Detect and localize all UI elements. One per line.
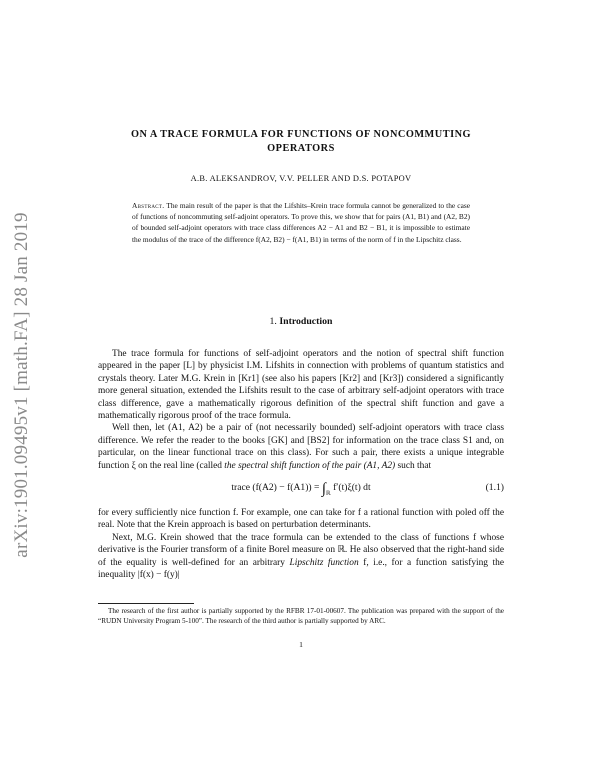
section-number: 1. [269,316,277,327]
integral-domain: ℝ [325,491,331,498]
footnote-rule [98,603,194,604]
arxiv-sidebar-stamp [2,175,42,595]
equation-body [98,482,504,500]
paper-authors: A.B. ALEKSANDROV, V.V. PELLER AND D.S. POTAPOV [190,174,412,183]
body-text [98,348,504,582]
paragraph-1: The trace formula for functions of self-adjoint operators and the notion of spectral shift function appeared in the paper [L] by physicist I.M. Lifshits in connection with problems of quantum statistics and crystals theory. Later M.G. Krein in [Kr1] (see also his papers [Kr2] and [Kr3]) considered a significantly more general situation, extended the Lifshits result to the case of arbitrary self-adjoint operators with trace class difference, gave a mathematically rigorous definition of the spectral shift function and gave a mathematically rigorous proof of the trace formula. [98,349,504,422]
paper-title: ON A TRACE FORMULA FOR FUNCTIONS OF NONCOMMUTING OPERATORS [130,129,472,154]
abstract-text: The main result of the paper is that the Lifshits–Krein trace formula cannot be generalized to the case of functions of noncommuting self-adjoint operators. To prove this, we show that for pairs (A1, B1) and (A2, B2) of bounded self-adjoint operators with trace class differences A2 − A1 and B2 − B1, it is impossible to estimate the modulus of the trace of the difference f(A2, B2) − f(A1, B1) in terms of the norm of f in the Lipschitz class. [132,201,470,244]
spectral-shift-term: the spectral shift function of the pair (A1, A2) [224,460,396,471]
equation-number: (1.1) [485,482,504,494]
footnote [98,607,504,627]
section-title: Introduction [279,316,333,327]
equation-1-1 [98,475,504,505]
paragraph-4: Next, M.G. Krein showed that the trace formula can be extended to the class of functions f whose derivative is the Fourier transform of a finite Borel measure on ℝ. He also observed that the right-hand side of the equality is well-defined for an arbitrary Lipschitz function f, i.e., for a function satisfying the inequality |f(x) − f(y)| [98,532,504,581]
abstract [132,200,470,245]
footnote-text: The research of the first author is partially supported by the RFBR 17-01-00607. The publication was prepared with the support of the “RUDN University Program 5-100”. The research of the third author is partially supported by ARC. [98,607,504,625]
equation-lhs: trace (f(A2) − f(A1)) = [231,482,320,494]
paragraph-2: Well then, let (A1, A2) be a pair of (not necessarily bounded) self-adjoint operators with trace class difference. We refer the reader to the books [GK] and [BS2] for information on the trace class S1 and, on particular, on the linear functional trace on this class). For such a pair, there exists a unique integrable function ξ on the real line (called the spectral shift function of the pair (A1, A2) such that [98,423,504,471]
paragraph-3: for every sufficiently nice function f. For example, one can take for f a rational function with poled off the real. Note that the Krein approach is based on perturbation determinants. [98,508,504,531]
section-heading [98,316,504,327]
equation-integrand: f′(t)ξ(t) dt [333,482,371,494]
arxiv-identifier: arXiv:1901.09495v1 [math.FA] 28 Jan 2019 [11,212,32,558]
page-number: 1 [299,640,303,649]
integral-sign: ∫ [321,481,326,498]
lipschitz-term: Lipschitz function [289,557,359,568]
abstract-label: Abstract. [132,201,165,210]
